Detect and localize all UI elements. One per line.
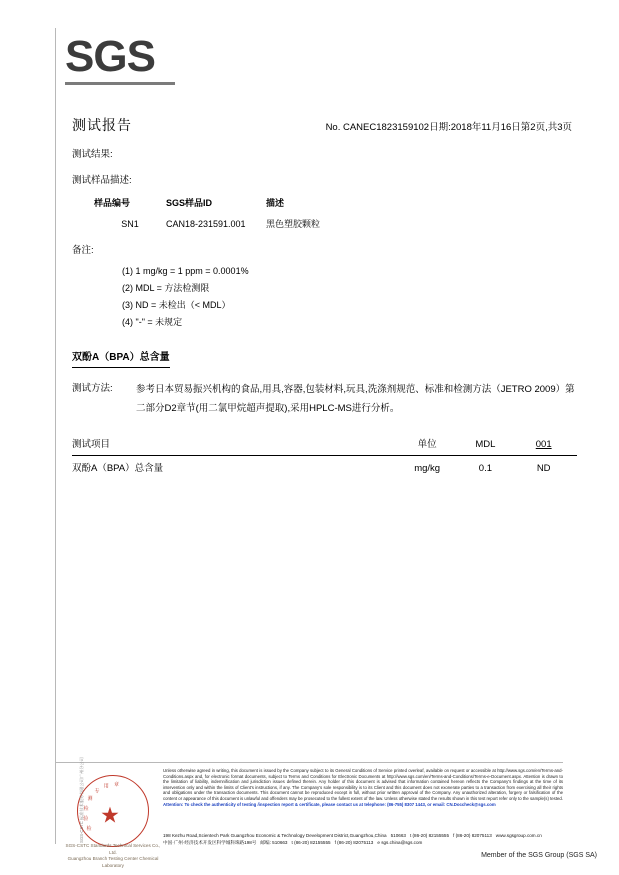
company-seal: [65, 757, 161, 868]
legal-attention-line: Attention: To check the authenticity of testing /inspection report & certificate, please contact us at telephone: (86-755) 8307 1443, or email: CN.Doccheck@sgs.com: [163, 801, 496, 807]
cell-unit: mg/kg: [414, 463, 441, 474]
list-item: (4) "-" = 未规定: [122, 317, 183, 327]
tel-en: t (86-20) 82155555: [409, 833, 450, 838]
col-unit: 单位: [394, 434, 461, 456]
notes-list: [72, 263, 577, 331]
test-method-block: [72, 380, 577, 418]
bpa-section-heading: 双酚A（BPA）总含量: [72, 349, 170, 368]
results-table: [72, 434, 577, 479]
zip-cn: 邮编: 510663: [260, 840, 288, 845]
table-row: [94, 216, 386, 233]
footer-divider: [55, 762, 563, 763]
cell-result: ND: [536, 463, 551, 474]
report-number: No. CANEC1823159102: [325, 122, 430, 133]
member-line: Member of the SGS Group (SGS SA): [481, 852, 597, 859]
results-label: 测试结果:: [72, 149, 113, 160]
left-vertical-rule: [55, 28, 56, 844]
seal-arc-text: 检 验 检 测 专 用 章: [83, 782, 120, 833]
cell-sample-no: SN1: [121, 219, 139, 229]
tel-cn: t (86-20) 82155555: [291, 840, 331, 845]
fax-cn: f (86-20) 82075113: [334, 840, 374, 845]
test-method-text: 参考日本贸易振兴机构的食品,用具,容器,包装材料,玩具,洗涤剂规范、标准和检测方法（JETRO 2009）第二部分D2章节(用二氯甲烷超声提取),采用HPLC-MS进行分析。: [136, 384, 575, 414]
report-header-row: [72, 115, 572, 135]
seal-caption-line-1: SGS-CSTC Standards Technical Services Co., Ltd.: [65, 843, 161, 855]
cell-test-item: 双酚A（BPA）总含量: [72, 463, 164, 474]
address-line-cn: [163, 839, 588, 846]
table-row: [72, 456, 577, 480]
col-sample-no: 样品编号: [94, 198, 131, 208]
footer-legal-text: [163, 768, 563, 807]
document-body: [72, 146, 577, 479]
list-item: (3) ND = 未检出（< MDL）: [122, 300, 231, 310]
cell-mdl: 0.1: [478, 463, 493, 474]
col-sgs-id: SGS样品ID: [166, 198, 213, 208]
notes-label: 备注:: [72, 245, 94, 256]
cell-description: 黑色塑胶颗粒: [266, 219, 321, 229]
page-indicator: 第2页,共3页: [520, 122, 572, 133]
header-meta: [326, 119, 572, 133]
sgs-logo: [65, 34, 180, 85]
report-date: 日期:2018年11月16日: [429, 122, 521, 133]
notes-block: [72, 242, 577, 331]
star-icon: ★: [100, 802, 120, 828]
legal-paragraph: Unless otherwise agreed in writing, this document is issued by the Company subject to its General Conditions of Service printed overleaf, available on request or accessible at http://www.sgs.com/en/Terms-and-Conditions.aspx and, for electronic format documents, subject to Terms and Conditions for Electronic Documents at http://www.sgs.com/en/Terms-and-Conditions/Terms-e-Document.aspx. Attention is drawn to the limitation of liability, indemnification and jurisdiction issues defined therein. Any holder of this document is advised that information contained hereon reflects the Company's findings at the time of its intervention only and within the limits of Client's instructions, if any. The Company's sole responsibility is to its Client and this document does not exonerate parties to a transaction from exercising all their rights and obligations under the transaction documents. This document cannot be reproduced except in full, without prior written approval of the Company. Any unauthorized alteration, forgery or falsification of the content or appearance of this document is unlawful and offenders may be prosecuted to the fullest extent of the law. Unless otherwise stated the results shown in this test report refer only to the sample(s) tested.: [163, 768, 563, 801]
col-sample-001: 001: [510, 434, 577, 456]
address-en: 198 Kezhu Road,Scientech Park Guangzhou Economic & Technology Development District,Guangzhou,China: [163, 833, 387, 838]
email: e sgs.china@sgs.com: [377, 840, 423, 845]
sample-description-table: [94, 195, 386, 233]
address-cn: 中国·广州·经济技术开发区科学城科珠路198号: [163, 840, 257, 845]
fax-en: f (86-20) 82075113: [453, 833, 492, 838]
sgs-logo-text: SGS: [65, 32, 155, 81]
website: www.sgsgroup.com.cn: [495, 833, 542, 838]
zip-en: 510663: [390, 833, 406, 838]
col-description: 描述: [266, 198, 285, 208]
table-header-row: [94, 195, 386, 216]
seal-vertical-label: SGS-CSTC 标准技术服务有限公司广州分公司: [79, 757, 84, 843]
test-method-label: 测试方法:: [72, 383, 113, 394]
cell-sgs-id: CAN18-231591.001: [166, 219, 246, 229]
address-line-en: [163, 832, 588, 839]
results-header-row: [72, 434, 577, 456]
sample-description-label: 测试样品描述:: [72, 175, 132, 186]
seal-caption-line-2: Guangzhou Branch Testing Center Chemical Laboratory: [67, 856, 159, 868]
col-mdl: MDL: [460, 434, 510, 456]
col-test-item: 测试项目: [72, 434, 394, 456]
list-item: (1) 1 mg/kg = 1 ppm = 0.0001%: [122, 266, 249, 276]
footer-address-block: [163, 832, 588, 846]
sgs-logo-underline: [65, 82, 175, 85]
list-item: (2) MDL = 方法检测限: [122, 283, 210, 293]
page-title: 测试报告: [72, 117, 132, 133]
